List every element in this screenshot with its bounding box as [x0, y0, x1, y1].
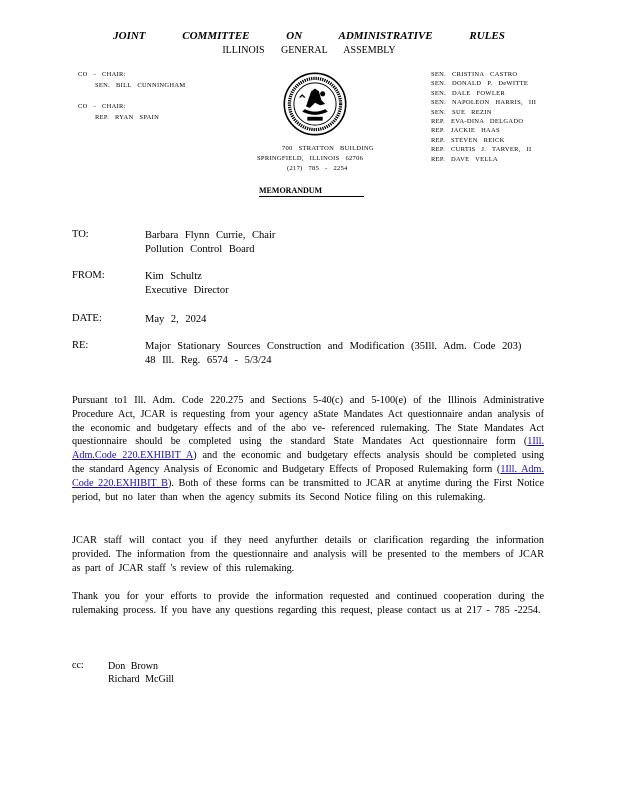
address-line3: (217) 785 - 2254 — [287, 165, 348, 172]
paragraph-text: ) and the economic and budgetary effects analysis should be completed using the standard Agency Analysis of Economic and Budgetary Effects of Proposed Rulemaking form ( — [72, 450, 545, 475]
state-seal-icon — [283, 72, 347, 136]
paragraph-text: Pursuant to1 Ill. Adm. Code 220.275 and Sections 5-40(c) and 5-100(e) of the Illinois Administrative Procedure Act, JCAR is requesting from your agency aState Mandates Act questionnaire andan analysis of the economic and budgetary effects and of the abo ve- referenced rulemaking. The State Mandates Act questionnaire should be completed using the standard State Mandates Act questionnaire form ( — [72, 395, 544, 448]
committee-title: JOINT COMMITTEE ON ADMINISTRATIVE RULES — [113, 30, 505, 42]
co-chair-2-name: REP. RYAN SPAIN — [95, 114, 160, 121]
paragraph-request — [72, 394, 544, 504]
co-chair-1-role: CO - CHAIR: — [78, 71, 126, 78]
member: SEN. SUE REZIN — [431, 108, 492, 116]
address-line1: 700 STRATTON BUILDING — [282, 145, 374, 152]
member: REP. STEVEN REICK — [431, 136, 505, 144]
member: REP. CURTIS J. TARVER, II — [431, 146, 532, 154]
members-list — [431, 70, 536, 164]
cc-name: Richard McGill — [108, 674, 175, 685]
cc-name: Don Brown — [108, 661, 158, 672]
member: REP. EVA-DINA DELGADO — [431, 118, 524, 126]
from-label: FROM: — [72, 270, 105, 281]
date-label: DATE: — [72, 313, 102, 324]
from-name: Kim Schultz — [145, 271, 202, 282]
to-org: Pollution Control Board — [145, 244, 255, 255]
member: SEN. CRISTINA CASTRO — [431, 71, 518, 78]
address-line2: SPRINGFIELD, ILLINOIS 62706 — [257, 155, 364, 162]
to-name: Barbara Flynn Currie, Chair — [145, 230, 276, 241]
co-chair-2-role: CO - CHAIR: — [78, 103, 126, 110]
member: SEN. DALE FOWLER — [431, 89, 506, 97]
re-line2: 48 Ill. Reg. 6574 - 5/3/24 — [145, 355, 272, 366]
cc-list — [108, 660, 174, 686]
paragraph-text: ). Both of these forms can be transmitted to JCAR at anytime during the First Notice period, but no later than when the agency submits its Second Notice filing on this rulemaking. — [72, 477, 544, 503]
date-value: May 2, 2024 — [145, 314, 207, 325]
committee-subtitle: ILLINOIS GENERAL ASSEMBLY — [222, 45, 396, 56]
member: SEN. NAPOLEON HARRIS, III — [431, 99, 537, 107]
re-line1: Major Stationary Sources Construction and Modification (35Ill. Adm. Code 203) — [145, 341, 522, 352]
from-title: Executive Director — [145, 285, 229, 296]
co-chair-1-name: SEN. BILL CUNNINGHAM — [95, 82, 186, 89]
to-label: TO: — [72, 229, 89, 240]
memo-title: MEMORANDUM — [259, 186, 364, 197]
paragraph-thanks: Thank you for your efforts to provide the information requested and continued cooperation during the rulemaking process. If you have any questions regarding this request, please contact us at 217 - 785 -2254. — [72, 591, 544, 616]
member: REP. JACKIE HAAS — [431, 127, 500, 135]
to-value — [145, 229, 275, 257]
paragraph-contact: JCAR staff will contact you if they need anyfurther details or clarification regarding the information provided. The information from the questionnaire and analysis will be presented to the members of JCAR as part of JCAR staff 's review of this rulemaking. — [72, 535, 544, 574]
from-value — [145, 270, 229, 298]
exhibit-a-link[interactable]: 1Ill. Adm.Code 220.EXHIBIT A — [72, 436, 544, 462]
member: SEN. DONALD P. DeWITTE — [431, 80, 529, 88]
re-label: RE: — [72, 340, 89, 351]
re-value — [145, 340, 521, 368]
member: REP. DAVE VELLA — [431, 155, 498, 163]
cc-label: cc: — [72, 660, 84, 671]
exhibit-b-link[interactable]: 1Ill. Adm. Code 220.EXHIBIT B — [72, 463, 544, 489]
